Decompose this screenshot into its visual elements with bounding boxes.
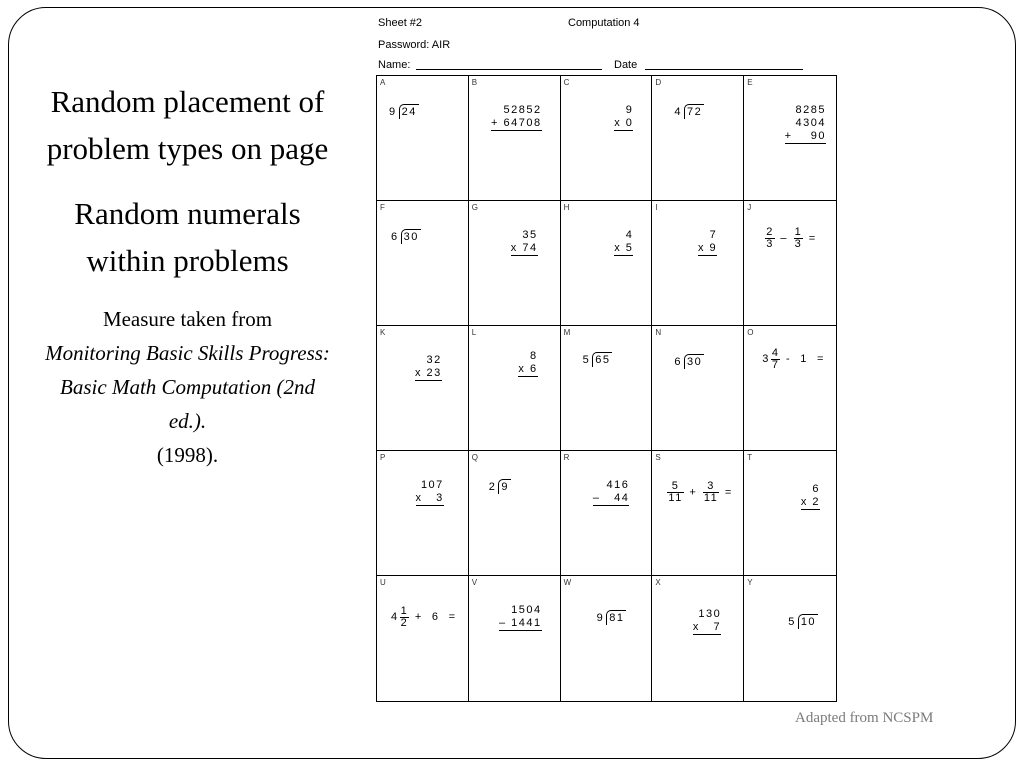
operator: – <box>780 232 788 245</box>
problem-cell-o <box>744 326 836 451</box>
fraction-subtraction-problem <box>764 227 817 250</box>
fraction <box>765 227 775 250</box>
problem-cell-r <box>561 451 653 576</box>
cell-label: Q <box>471 453 479 462</box>
bottom-number: x 2 <box>800 496 820 508</box>
bottom-number: x 5 <box>614 242 634 254</box>
cell-label: F <box>380 203 385 212</box>
problem-cell-c <box>561 76 653 201</box>
divisor: 5 <box>582 354 591 366</box>
bottom-number: x 6 <box>518 363 538 375</box>
problem-cell-a <box>377 76 469 201</box>
dividend: 24 <box>399 104 419 119</box>
cell-label: M <box>563 328 571 337</box>
problem-cell-t <box>744 451 836 576</box>
problem-cell-n <box>652 326 744 451</box>
date-line <box>645 69 803 70</box>
cell-label: H <box>563 203 570 212</box>
divisor: 4 <box>674 106 683 118</box>
fraction <box>771 348 781 371</box>
top-number: 8285 <box>795 104 826 116</box>
bottom-number: – 44 <box>592 492 630 504</box>
multiplication-problem <box>693 608 721 635</box>
heading-random-placement: Random placement of problem types on page <box>46 84 329 166</box>
whole-number: 3 <box>762 353 770 365</box>
numerator: 2 <box>766 226 774 238</box>
division-problem <box>788 614 818 629</box>
division-problem <box>583 352 613 367</box>
numerator: 5 <box>667 481 683 493</box>
source-prefix: Measure taken from <box>102 307 273 331</box>
mixed-number <box>391 606 410 629</box>
bottom-number: + 90 <box>784 130 826 142</box>
mixed-number <box>762 348 781 371</box>
top-number: 1504 <box>511 604 542 616</box>
problem-cell-l <box>469 326 561 451</box>
cell-label: K <box>380 328 386 337</box>
sheet-label: Sheet #2 <box>378 17 423 29</box>
problem-cell-g <box>469 201 561 326</box>
name-label: Name: <box>378 59 411 71</box>
denominator: 7 <box>771 359 780 371</box>
fraction <box>794 227 804 250</box>
multiplication-problem <box>415 354 442 381</box>
addition-problem <box>785 104 826 144</box>
top-number: 9 <box>625 104 634 116</box>
top-number: 107 <box>420 479 444 491</box>
top-number: 6 <box>812 483 820 495</box>
denominator: 11 <box>703 492 719 504</box>
worksheet-grid <box>376 75 837 702</box>
cell-label: P <box>380 453 386 462</box>
multiplication-problem <box>511 229 538 256</box>
top-number: 32 <box>426 354 442 366</box>
addition-problem <box>491 104 542 131</box>
bottom-number: x 7 <box>692 621 722 633</box>
cell-label: B <box>471 78 478 87</box>
dividend: 9 <box>498 479 511 494</box>
problem-cell-u <box>377 576 469 701</box>
division-problem <box>597 610 627 625</box>
expression-rest: + 6 = <box>414 611 457 623</box>
divisor: 2 <box>488 481 497 493</box>
worksheet-header <box>377 14 837 74</box>
top-number: 416 <box>606 479 630 491</box>
computation-label: Computation 4 <box>568 17 640 29</box>
dividend: 10 <box>798 614 818 629</box>
fraction-addition-problem <box>666 481 732 504</box>
denominator: 3 <box>766 238 774 250</box>
cell-label: G <box>471 203 479 212</box>
division-problem <box>391 229 421 244</box>
top-number: 8 <box>529 350 538 362</box>
dividend: 65 <box>592 352 612 367</box>
name-line <box>416 69 602 70</box>
top-number: 52852 <box>503 104 542 116</box>
cell-label: U <box>380 578 386 587</box>
numerator: 1 <box>794 226 803 238</box>
multiplication-problem <box>518 350 537 377</box>
problem-cell-v <box>469 576 561 701</box>
top-number: 7 <box>709 229 718 241</box>
multiplication-problem <box>698 229 717 256</box>
problem-cell-b <box>469 76 561 201</box>
equals: = <box>808 232 817 245</box>
cell-label: J <box>747 203 752 212</box>
credit-text: Adapted from NCSPM <box>795 710 934 726</box>
numerator: 1 <box>400 605 409 617</box>
problem-cell-j <box>744 201 836 326</box>
problem-cell-d <box>652 76 744 201</box>
cell-label: L <box>471 328 477 337</box>
expression-rest: - 1 = <box>786 353 825 365</box>
problem-cell-s <box>652 451 744 576</box>
problem-cell-i <box>652 201 744 326</box>
top-number: 35 <box>522 229 538 241</box>
division-problem <box>489 479 511 494</box>
problem-cell-h <box>561 201 653 326</box>
cell-label: E <box>747 78 753 87</box>
fraction <box>400 606 410 629</box>
source-title: Monitoring Basic Skills Progress: Basic Math Computation (2nd ed.). <box>45 341 330 433</box>
division-problem <box>674 104 704 119</box>
bottom-number: x 0 <box>614 117 634 129</box>
division-problem <box>674 354 704 369</box>
problem-cell-y <box>744 576 836 701</box>
divisor: 9 <box>596 612 605 624</box>
cell-label: V <box>471 578 478 587</box>
multiplication-problem <box>614 104 633 131</box>
equals: = <box>724 486 733 499</box>
cell-label: D <box>655 78 662 87</box>
cell-label: I <box>655 203 658 212</box>
cell-label: X <box>655 578 661 587</box>
numerator: 4 <box>771 347 780 359</box>
denominator: 3 <box>794 238 803 250</box>
problem-cell-q <box>469 451 561 576</box>
cell-label: T <box>747 453 753 462</box>
bottom-number: – 1441 <box>498 617 542 629</box>
fraction <box>667 481 683 504</box>
mixed-number-problem <box>391 606 457 629</box>
dividend: 30 <box>684 354 704 369</box>
cell-label: S <box>655 453 661 462</box>
subtraction-problem <box>593 479 630 506</box>
denominator: 2 <box>400 617 409 629</box>
top-number: 130 <box>698 608 722 620</box>
divisor: 6 <box>674 356 683 368</box>
subtraction-problem <box>499 604 542 631</box>
bottom-number: x 9 <box>698 242 718 254</box>
bottom-number: x 3 <box>415 492 444 504</box>
cell-label: Y <box>747 578 753 587</box>
divisor: 9 <box>389 106 397 118</box>
denominator: 11 <box>668 492 683 504</box>
top-number: 4 <box>625 229 634 241</box>
multiplication-problem <box>416 479 444 506</box>
whole-number: 4 <box>391 611 399 623</box>
password-label: Password: AIR <box>378 39 451 51</box>
problem-cell-w <box>561 576 653 701</box>
problem-cell-k <box>377 326 469 451</box>
date-label: Date <box>614 59 638 71</box>
cell-label: A <box>380 78 386 87</box>
divisor: 5 <box>788 616 796 628</box>
multiplication-problem <box>614 229 633 256</box>
cell-label: C <box>563 78 570 87</box>
cell-label: N <box>655 328 662 337</box>
mixed-number-problem <box>762 348 825 371</box>
bottom-number: + 64708 <box>491 117 542 129</box>
problem-cell-f <box>377 201 469 326</box>
divisor: 6 <box>391 231 399 243</box>
problem-cell-x <box>652 576 744 701</box>
dividend: 72 <box>684 104 704 119</box>
cell-label: O <box>747 328 754 337</box>
fraction <box>703 481 719 504</box>
numerator: 3 <box>703 481 719 493</box>
cell-label: R <box>563 453 570 462</box>
source-citation <box>40 302 335 472</box>
bottom-number: x 23 <box>415 367 442 379</box>
heading-random-numerals: Random numerals within problems <box>74 196 301 278</box>
problem-cell-p <box>377 451 469 576</box>
source-year: (1998). <box>156 443 219 467</box>
dividend: 30 <box>401 229 421 244</box>
problem-cell-m <box>561 326 653 451</box>
middle-number: 4304 <box>795 117 826 129</box>
dividend: 81 <box>606 610 626 625</box>
operator: + <box>689 486 698 499</box>
multiplication-problem <box>801 483 820 510</box>
division-problem <box>389 104 419 119</box>
problem-cell-e <box>744 76 836 201</box>
cell-label: W <box>563 578 572 587</box>
slide-text-panel <box>40 78 335 472</box>
bottom-number: x 74 <box>510 242 538 254</box>
